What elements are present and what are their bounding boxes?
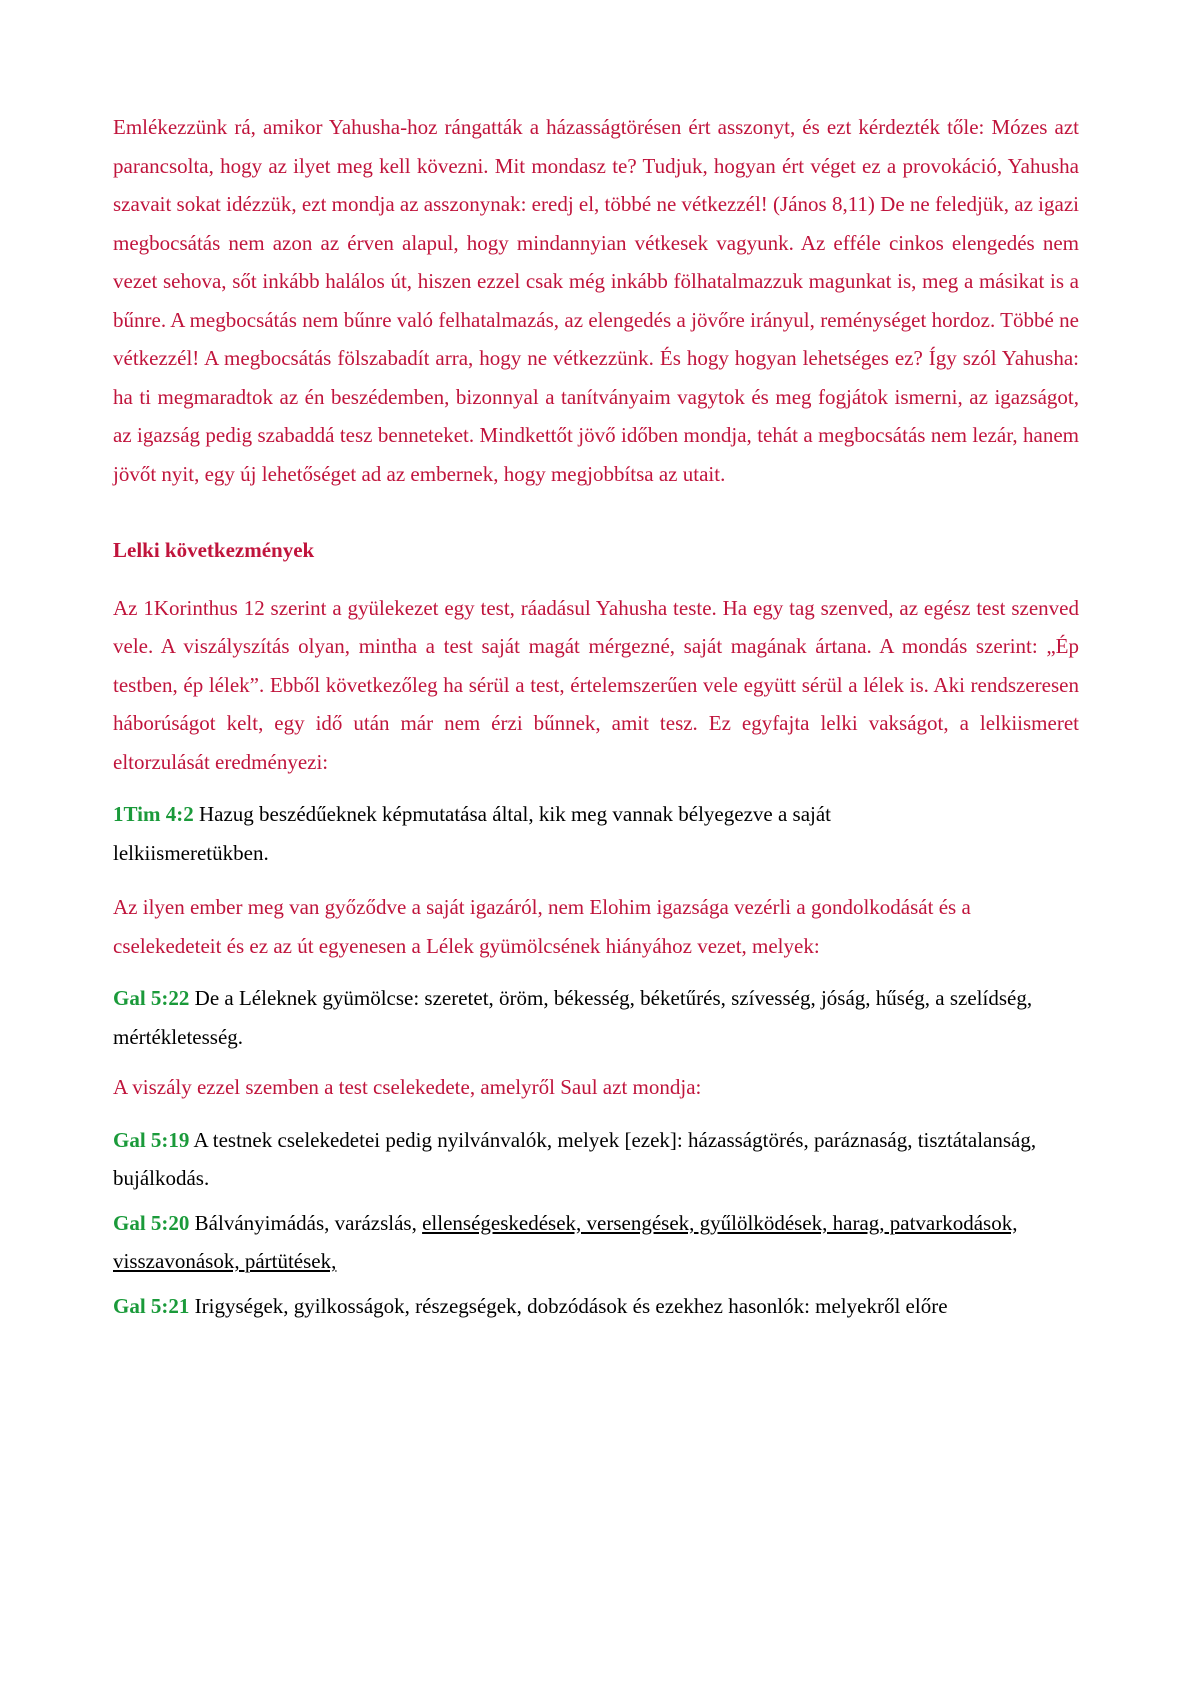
verse-text: Irigységek, gyilkosságok, részegségek, dobzódások és ezekhez hasonlók: melyekről előre bbox=[189, 1293, 948, 1318]
verse-gal-5-19 bbox=[113, 1121, 1079, 1198]
verse-reference: Gal 5:19 bbox=[113, 1127, 190, 1152]
verse-text: Bálványimádás, varázslás, bbox=[189, 1210, 423, 1235]
verse-text-underlined: ellenségeskedések, versengések, gyűlölködések, harag, patvarkodások, visszavonások, pártütések, bbox=[113, 1210, 1018, 1273]
verse-reference: Gal 5:21 bbox=[113, 1293, 190, 1318]
verse-text: Hazug beszédűeknek képmutatása által, kik meg vannak bélyegezve a saját lelkiismeretükben. bbox=[113, 802, 832, 865]
verse-gal-5-20 bbox=[113, 1204, 1079, 1281]
commentary-paragraph-forgiveness: Emlékezzünk rá, amikor Yahusha-hoz rángatták a házasságtörésen ért asszonyt, és ezt kérdezték tőle: Mózes azt parancsolta, hogy az ilyet meg kell kövezni. Mit mondasz te? Tudjuk, hogyan ért véget ez a provokáció, Yahusha szavait sokat idézzük, ezt mondja az asszonynak: eredj el, többé ne vétkezzél! (János 8,11) De ne feledjük, az igazi megbocsátás nem azon az érven alapul, hogy mindannyian vétkesek vagyunk. Az efféle cinkos elengedés nem vezet sehova, sőt inkább halálos út, hiszen ezzel csak még inkább fölhatalmazzuk magunkat is, meg a másikat is a bűnre. A megbocsátás nem bűnre való felhatalmazás, az elengedés a jövőre irányul, reménységet hordoz. Többé ne vétkezzél! A megbocsátás fölszabadít arra, hogy ne vétkezzünk. És hogy hogyan lehetséges ez? Így szól Yahusha: ha ti megmaradtok az én beszédemben, bizonnyal a tanítványaim vagytok és meg fogjátok ismerni, az igazságot, az igazság pedig szabaddá tesz benneteket. Mindkettőt jövő időben mondja, tehát a megbocsátás nem lezár, hanem jövőt nyit, egy új lehetőséget ad az embernek, hogy megjobbítsa az utait. bbox=[113, 115, 1079, 486]
commentary-paragraph-contrast: A viszály ezzel szemben a test cselekedete, amelyről Saul azt mondja: bbox=[113, 1075, 702, 1099]
verse-1tim-4-2 bbox=[113, 795, 1079, 872]
verse-gal-5-22 bbox=[113, 979, 1079, 1056]
verse-text: De a Léleknek gyümölcse: szeretet, öröm, békesség, béketűrés, szívesség, jóság, hűség, a szelídség, mértékletesség. bbox=[113, 986, 1033, 1049]
section-heading: Lelki következmények bbox=[113, 538, 315, 562]
document-page bbox=[113, 108, 1079, 1325]
verse-reference: Gal 5:20 bbox=[113, 1210, 190, 1235]
verse-gal-5-21 bbox=[113, 1287, 1079, 1326]
commentary-paragraph-conviction: Az ilyen ember meg van győződve a saját igazáról, nem Elohim igazsága vezérli a gondolkodását és a cselekedeteit és ez az út egyenesen a Lélek gyümölcsének hiányához vezet, melyek: bbox=[113, 895, 971, 958]
verse-reference: 1Tim 4:2 bbox=[113, 802, 194, 826]
commentary-paragraph-body: Az 1Korinthus 12 szerint a gyülekezet egy test, ráadásul Yahusha teste. Ha egy tag szenved, az egész test szenved vele. A viszályszítás olyan, mintha a test saját magát mérgezné, saját magának ártana. A mondás szerint: „Ép testben, ép lélek”. Ebből következőleg ha sérül a test, értelemszerűen vele együtt sérül a lélek is. Aki rendszeresen háborúságot kelt, egy idő után már nem érzi bűnnek, amit tesz. Ez egyfajta lelki vakságot, a lelkiismeret eltorzulását eredményezi: bbox=[113, 595, 1079, 774]
verse-reference: Gal 5:22 bbox=[113, 986, 190, 1010]
verse-text: A testnek cselekedetei pedig nyilvánvalók, melyek [ezek]: házasságtörés, paráznaság, tisztátalanság, bujálkodás. bbox=[113, 1127, 1037, 1190]
